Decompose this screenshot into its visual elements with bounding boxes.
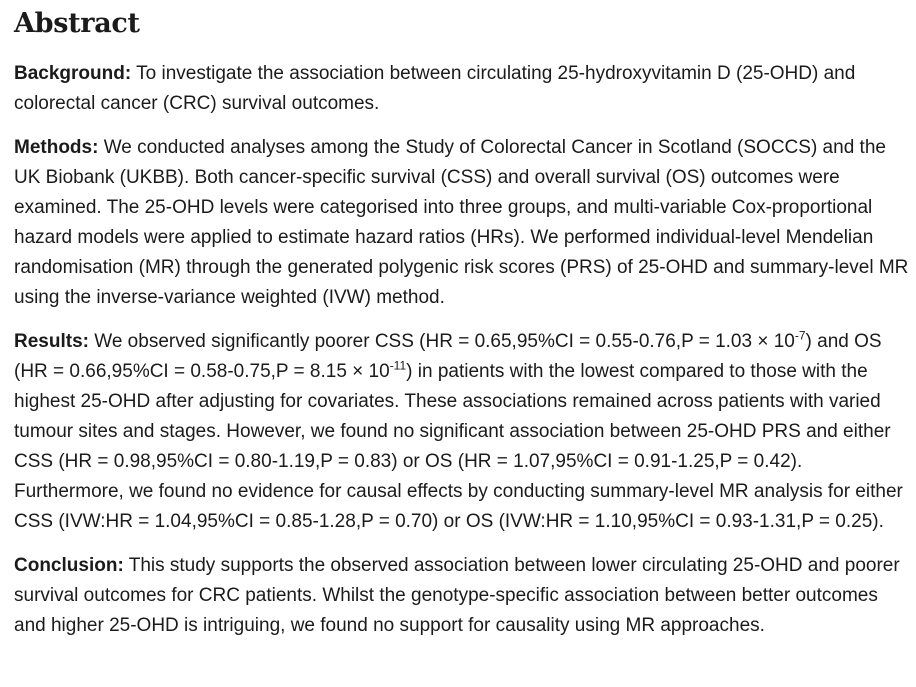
- background-text: To investigate the association between circulating 25-hydroxyvitamin D (25-OHD) and colorectal cancer (CRC) survival outcomes.: [14, 63, 856, 114]
- results-label: Results:: [14, 331, 89, 352]
- abstract-section: [14, 4, 914, 641]
- conclusion-label: Conclusion:: [14, 555, 124, 576]
- background-paragraph: [14, 59, 914, 119]
- results-exponent-2: -11: [389, 358, 407, 373]
- methods-text: We conducted analyses among the Study of Colorectal Cancer in Scotland (SOCCS) and the UK Biobank (UKBB). Both cancer-specific survival (CSS) and overall survival (OS) outcomes were examined. The 25-OHD levels were categorised into three groups, and multi-variable Cox-proportional hazard models were applied to estimate hazard ratios (HRs). We performed individual-level Mendelian randomisation (MR) through the generated polygenic risk scores (PRS) of 25-OHD and summary-level MR using the inverse-variance weighted (IVW) method.: [14, 137, 909, 308]
- abstract-heading: Abstract: [14, 8, 140, 39]
- results-paragraph: [14, 327, 914, 537]
- conclusion-paragraph: [14, 551, 914, 641]
- results-text-3: ) in patients with the lowest compared to those with the highest 25-OHD after adjusting for covariates. These associations remained across patients with varied tumour sites and stages. However, we found no significant association between 25-OHD PRS and either CSS (HR = 0.98,95%CI = 0.80-1.19,P = 0.83) or OS (HR = 1.07,95%CI = 0.91-1.25,P = 0.42). Furthermore, we found no evidence for causal effects by conducting summary-level MR analysis for either CSS (IVW:HR = 1.04,95%CI = 0.85-1.28,P = 0.70) or OS (IVW:HR = 1.10,95%CI = 0.93-1.31,P = 0.25).: [14, 361, 903, 532]
- methods-label: Methods:: [14, 137, 99, 158]
- conclusion-text: This study supports the observed association between lower circulating 25-OHD and poorer survival outcomes for CRC patients. Whilst the genotype-specific association between better outcomes and higher 25-OHD is intriguing, we found no support for causality using MR approaches.: [14, 555, 900, 636]
- results-exponent-1: -7: [794, 328, 806, 343]
- results-text-1: We observed significantly poorer CSS (HR = 0.65,95%CI = 0.55-0.76,P = 1.03 × 10: [88, 331, 795, 352]
- methods-paragraph: [14, 133, 914, 313]
- results-text-2: ) and OS (HR = 0.66,95%CI = 0.58-0.75,P = 8.15 × 10: [14, 331, 882, 382]
- background-label: Background:: [14, 63, 132, 84]
